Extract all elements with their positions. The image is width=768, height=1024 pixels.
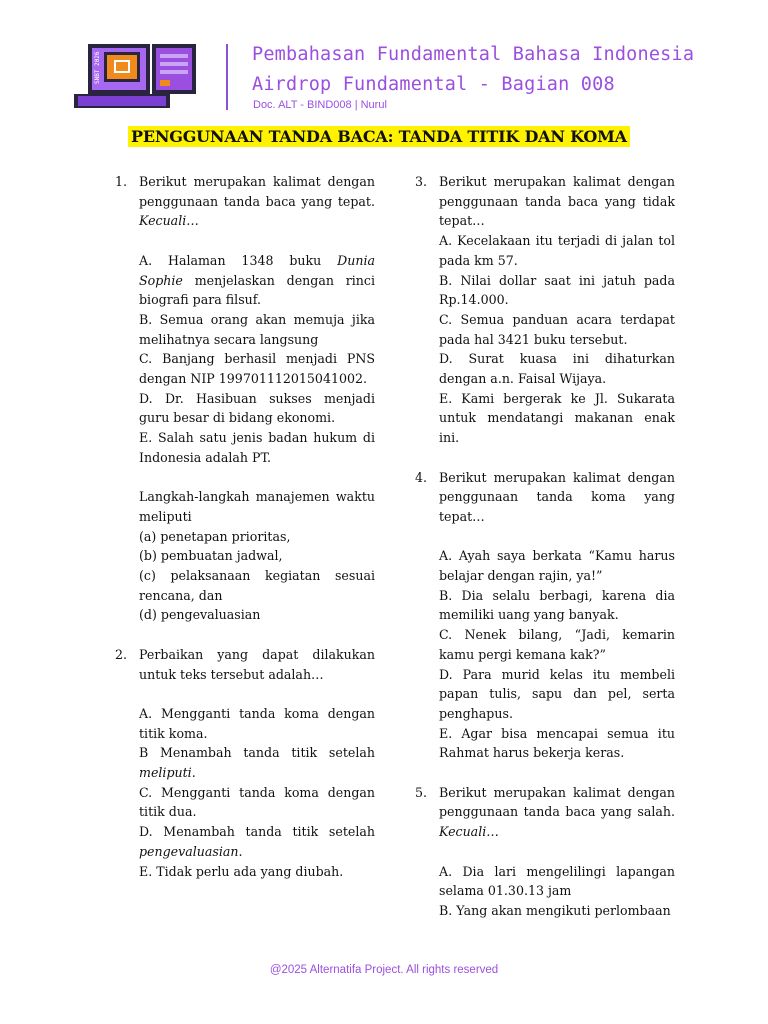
passage-item: (c) pelaksanaan kegiatan sesuai rencana, dan <box>139 568 375 603</box>
question-number: 1. <box>115 174 128 189</box>
option-e: E. Tidak perlu ada yang diubah. <box>139 863 344 879</box>
header-divider <box>226 44 228 110</box>
question-number: 2. <box>115 646 128 662</box>
option-c: C. Banjang berhasil menjadi PNS dengan NIP 199701112015041002. <box>139 351 375 387</box>
option-e: E. Salah satu jenis badan hukum di Indonesia adalah PT. <box>139 430 375 465</box>
option-b: B. Semua orang akan memuja jika melihatnya secara langsung <box>139 311 375 347</box>
passage-intro: Langkah-langkah manajemen waktu meliputi <box>139 489 375 524</box>
question-stem: Perbaikan yang dapat dilakukan untuk teks tersebut adalah… <box>139 646 375 682</box>
passage-item: (d) pengevaluasian <box>139 607 261 623</box>
option-b: B. Nilai dollar saat ini jatuh pada Rp.14.000. <box>439 272 675 308</box>
question-number: 3. <box>415 174 428 189</box>
option-e: E. Kami bergerak ke Jl. Sukarata untuk mendatangi makanan enak ini. <box>439 390 675 446</box>
option-e: E. Agar bisa mencapai semua itu Rahmat harus bekerja keras. <box>439 725 675 761</box>
option-a: A. Kecelakaan itu terjadi di jalan tol pada km 57. <box>439 233 675 268</box>
left-column <box>115 172 375 901</box>
header-title: Pembahasan Fundamental Bahasa Indonesia <box>252 44 695 65</box>
question-3 <box>415 172 675 448</box>
option-a: A. Halaman 1348 buku Dunia Sophie menjelaskan dengan rinci biografi para filsuf. <box>139 252 375 308</box>
question-stem: Berikut merupakan kalimat dengan penggunaan tanda baca yang tidak tepat… <box>439 174 675 229</box>
option-b: B. Dia selalu berbagi, karena dia memiliki uang yang banyak. <box>439 587 675 623</box>
question-4 <box>415 468 675 764</box>
question-1 <box>115 172 375 468</box>
option-d: D. Menambah tanda titik setelah pengevaluasian. <box>139 824 375 859</box>
retro-computer-logo <box>74 40 202 112</box>
question-stem: Berikut merupakan kalimat dengan penggunaan tanda baca yang tepat. Kecuali… <box>139 174 375 229</box>
option-d: D. Dr. Hasibuan sukses menjadi guru besar di bidang ekonomi. <box>139 390 375 426</box>
reading-passage <box>139 487 375 625</box>
doc-info: Doc. ALT - BIND008 | Nurul <box>253 99 387 111</box>
option-b: B. Yang akan mengikuti perlombaan <box>439 902 671 918</box>
question-2 <box>115 645 375 881</box>
question-number: 4. <box>415 469 428 485</box>
option-d: D. Para murid kelas itu membeli papan tulis, sapu dan pel, serta penghapus. <box>439 666 675 721</box>
header-subtitle: Airdrop Fundamental - Bagian 008 <box>252 74 615 95</box>
option-b: B Menambah tanda titik setelah meliputi. <box>139 745 375 781</box>
question-5 <box>415 783 675 921</box>
right-column <box>415 172 675 940</box>
page-title: PENGGUNAAN TANDA BACA: TANDA TITIK DAN KOMA <box>128 126 630 147</box>
option-d: D. Surat kuasa ini dihaturkan dengan a.n. Faisal Wijaya. <box>439 351 675 387</box>
footer-copyright: @2025 Alternatifa Project. All rights reserved <box>269 964 499 976</box>
passage-item: (a) penetapan prioritas, <box>139 528 291 544</box>
option-c: C. Semua panduan acara terdapat pada hal 3421 buku tersebut. <box>439 311 675 347</box>
logo-label: SNBT 2026 <box>94 51 101 84</box>
option-a: A. Mengganti tanda koma dengan titik koma. <box>139 705 375 741</box>
option-a: A. Dia lari mengelilingi lapangan selama 01.30.13 jam <box>439 863 675 899</box>
option-c: C. Mengganti tanda koma dengan titik dua. <box>139 784 375 820</box>
passage-item: (b) pembuatan jadwal, <box>139 548 283 564</box>
question-number: 5. <box>415 784 428 800</box>
option-c: C. Nenek bilang, “Jadi, kemarin kamu pergi kemana kak?” <box>439 627 675 662</box>
question-stem: Berikut merupakan kalimat dengan penggunaan tanda baca yang salah. Kecuali… <box>439 784 675 840</box>
option-a: A. Ayah saya berkata “Kamu harus belajar dengan rajin, ya!” <box>439 548 675 584</box>
question-stem: Berikut merupakan kalimat dengan penggunaan tanda koma yang tepat… <box>439 469 675 524</box>
